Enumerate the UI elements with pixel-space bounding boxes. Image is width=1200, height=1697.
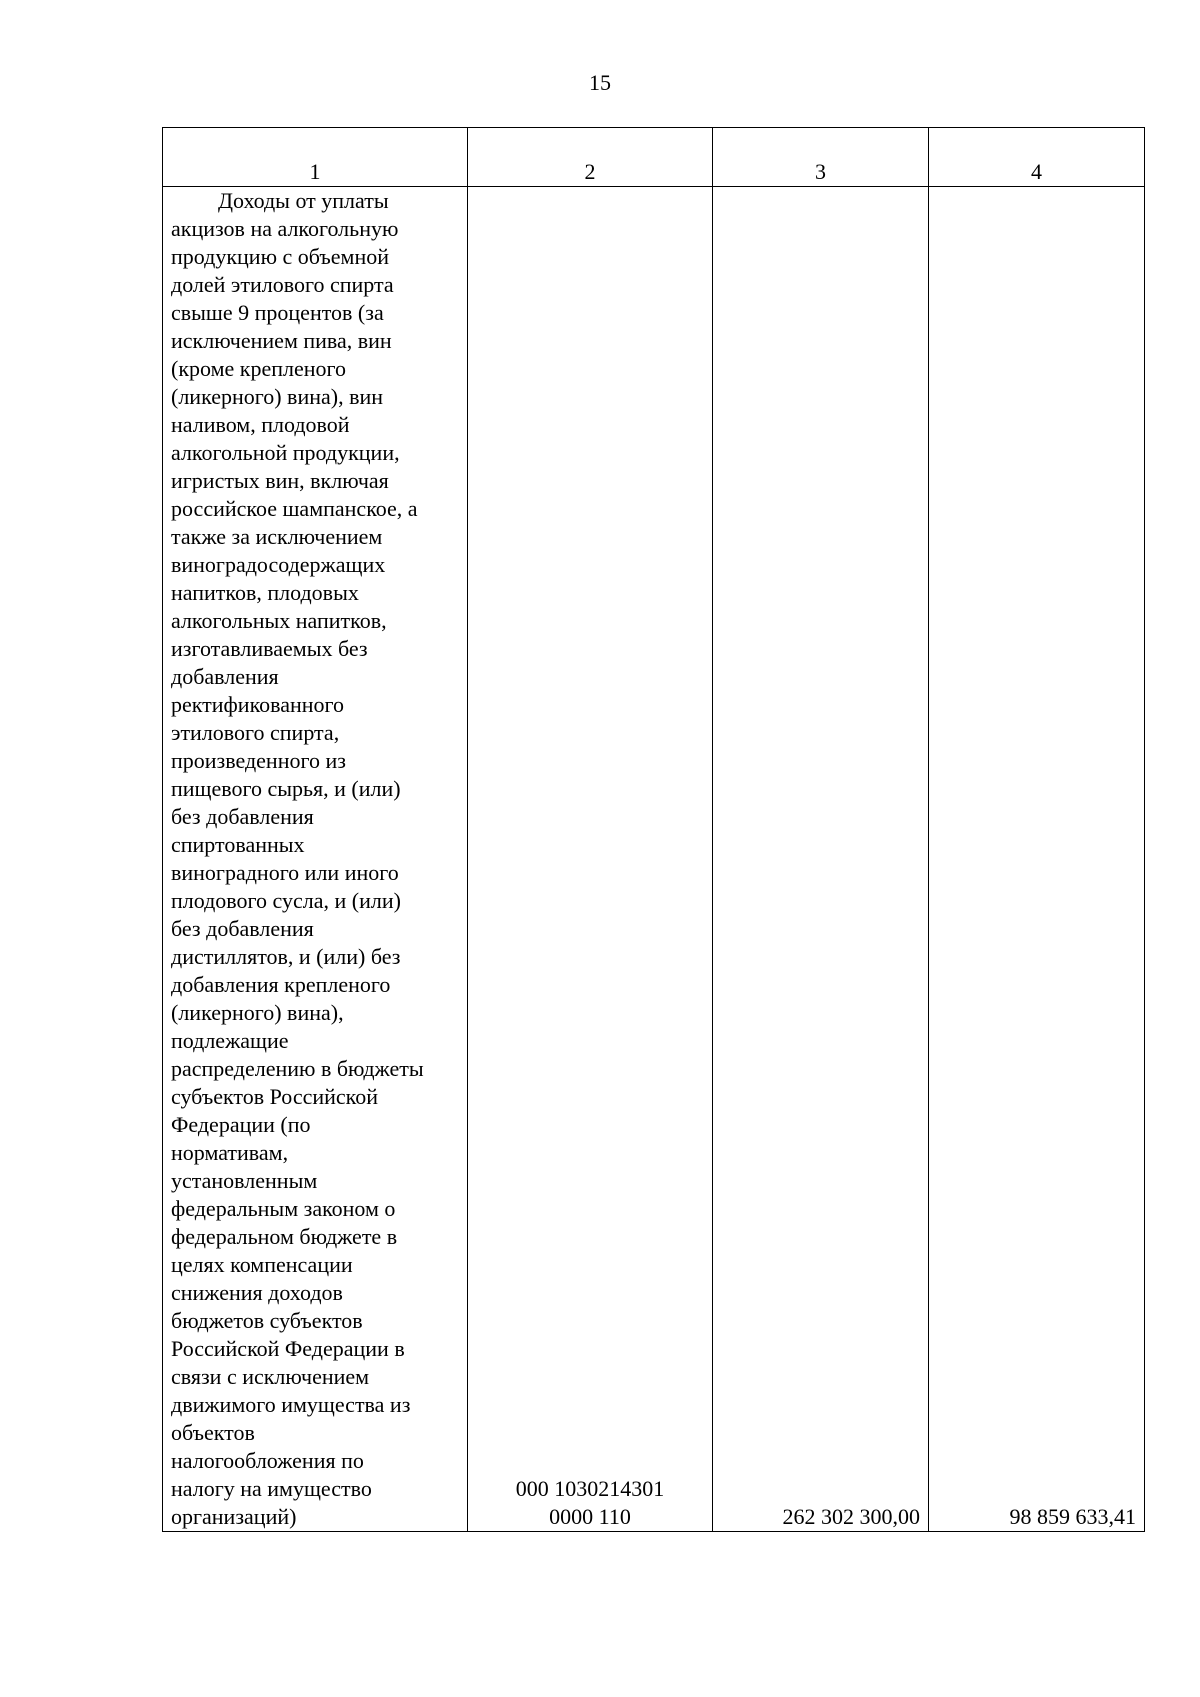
column-header-2: 2 [468,128,713,187]
table-row [163,187,1145,1532]
amount-column-4: 98 859 633,41 [929,187,1145,1532]
column-header-1: 1 [163,128,468,187]
amount-column-3: 262 302 300,00 [713,187,929,1532]
budget-classification-code: 000 1030214301 0000 110 [468,187,713,1532]
table-header-row [163,128,1145,187]
budget-table [162,127,1145,1532]
income-description: Доходы от уплаты акцизов на алкогольную продукцию с объемной долей этилового спирта свыше 9 процентов (за исключением пива, вин (кроме крепленого (ликерного) вина), вин наливом, плодовой алкогольной продукции, игристых вин, включая российское шампанское, а также за исключением виноградосодержащих напитков, плодовых алкогольных напитков, изготавливаемых без добавления ректификованного этилового спирта, произведенного из пищевого сырья, и (или) без добавления спиртованных виноградного или иного плодового сусла, и (или) без добавления дистиллятов, и (или) без добавления крепленого (ликерного) вина), подлежащие распределению в бюджеты субъектов Российской Федерации (по нормативам, установленным федеральным законом о федеральном бюджете в целях компенсации снижения доходов бюджетов субъектов Российской Федерации в связи с исключением движимого имущества из объектов налогообложения по налогу на имущество организаций) [171,188,424,1529]
column-header-4: 4 [929,128,1145,187]
column-header-3: 3 [713,128,929,187]
income-description-cell [163,187,468,1532]
page-number: 15 [589,70,611,95]
